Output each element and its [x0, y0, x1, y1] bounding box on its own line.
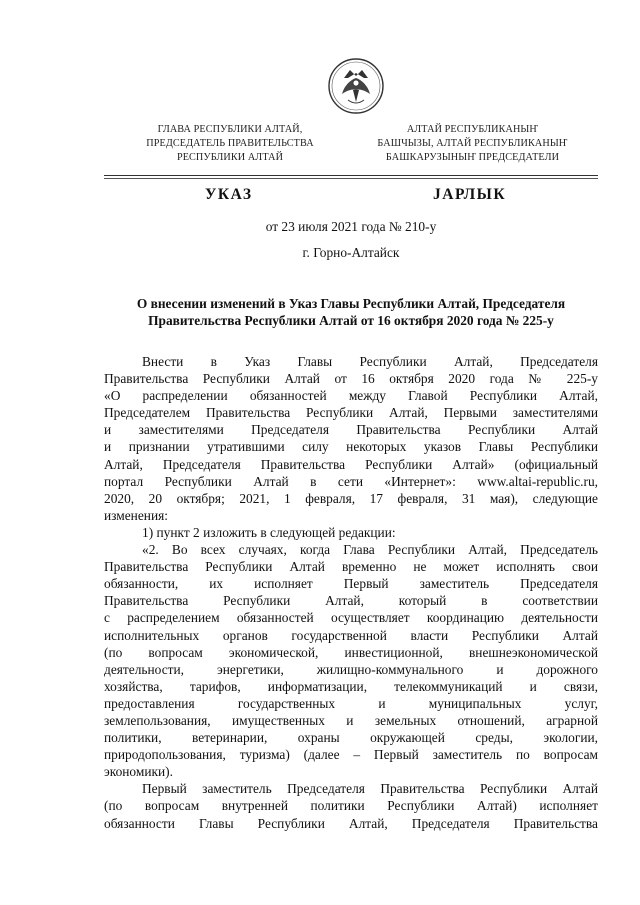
body-line: 2020, 20 октября; 2021, 1 февраля, 17 февраля, 31 мая), следующие — [104, 490, 598, 506]
body-line: предоставления государственных и муниципальных услуг, — [104, 695, 598, 711]
header-right-line: БАШЧЫЗЫ, АЛТАЙ РЕСПУБЛИКАНЫҤ — [377, 138, 568, 149]
doc-date-number: от 23 июля 2021 года № 210-у — [265, 219, 437, 234]
doc-title-ru: УКАЗ — [205, 186, 253, 203]
body-line: Алтай, Председателя Правительства Республики Алтай» (официальный — [104, 456, 598, 472]
body-line: портал Республики Алтай в сети «Интернет»: www.altai-republic.ru, — [104, 473, 598, 489]
heading-line: Правительства Республики Алтай от 16 октября 2020 года № 225-у — [148, 313, 554, 328]
body-line: «О распределении обязанностей между Главой Республики Алтай, — [104, 388, 598, 404]
body-line: 1) пункт 2 изложить в следующей редакции: — [142, 524, 396, 540]
doc-city: г. Горно-Алтайск — [302, 245, 400, 260]
body-line: Правительства Республики Алтай временно не может исполнять свои — [104, 559, 598, 575]
header-right-line: БАШКАРУЗЫНЫҤ ПРЕДСЕДАТЕЛИ — [385, 152, 560, 163]
header-divider-thin — [104, 178, 598, 179]
doc-body — [104, 353, 598, 832]
body-line: экономики). — [104, 764, 173, 780]
body-line: деятельности, энергетики, жилищно-коммунального и дорожного — [104, 661, 598, 677]
body-line: Внести в Указ Главы Республики Алтай, Председателя — [142, 354, 598, 369]
body-line: исполнительных органов государственной власти Республики Алтай — [104, 627, 598, 643]
body-line: с распределением обязанностей осуществляет координацию деятельности — [104, 610, 598, 626]
header-left-line: ПРЕДСЕДАТЕЛЬ ПРАВИТЕЛЬСТВА — [146, 138, 314, 149]
body-line: и заместителями Председателя Правительства Республики Алтай — [104, 422, 598, 438]
body-line: землепользования, имущественных и земельных отношений, аграрной — [104, 712, 598, 728]
body-line: Правительства Республики Алтай, который в соответствии — [104, 593, 598, 609]
body-line: обязанности Главы Республики Алтай, Председателя Правительства — [104, 815, 598, 831]
header-left-line: РЕСПУБЛИКИ АЛТАЙ — [176, 152, 284, 163]
body-line: политики, ветеринарии, охраны окружающей среды, экологии, — [104, 730, 598, 746]
header-left-ru — [120, 123, 340, 165]
body-line: Первый заместитель Председателя Правительства Республики Алтай — [142, 781, 598, 797]
body-line: (по вопросам экономической, инвестиционной, внешнеэкономической — [104, 644, 598, 660]
doc-title-altai: ЈАРЛЫК — [433, 186, 507, 203]
coat-of-arms-emblem-icon — [326, 56, 386, 116]
header-left-line: ГЛАВА РЕСПУБЛИКИ АЛТАЙ, — [157, 124, 303, 135]
body-line: «2. Во всех случаях, когда Глава Республики Алтай, Председатель — [142, 542, 598, 558]
heading-line: О внесении изменений в Указ Главы Республики Алтай, Председателя — [136, 296, 566, 311]
body-line: изменения: — [104, 507, 169, 523]
body-line: хозяйства, тарифов, информатизации, телекоммуникаций и связи, — [104, 678, 598, 694]
body-line: обязанности, их исполняет Первый заместитель Председателя — [104, 576, 598, 592]
body-line: Председателем Правительства Республики Алтай, Первыми заместителями — [104, 405, 598, 421]
header-divider — [104, 175, 598, 176]
body-line: (по вопросам внутренней политики Республики Алтай) исполняет — [104, 798, 598, 814]
doc-heading — [104, 295, 598, 329]
body-line: природопользования, туризма) (далее – Первый заместитель по вопросам — [104, 747, 598, 763]
header-right-altai — [350, 123, 595, 165]
body-line: и признании утратившими силу некоторых указов Главы Республики — [104, 439, 598, 455]
body-line: Правительства Республики Алтай от 16 октября 2020 года № 225-у — [104, 371, 598, 387]
header-right-line: АЛТАЙ РЕСПУБЛИКАНЫҤ — [406, 124, 539, 135]
